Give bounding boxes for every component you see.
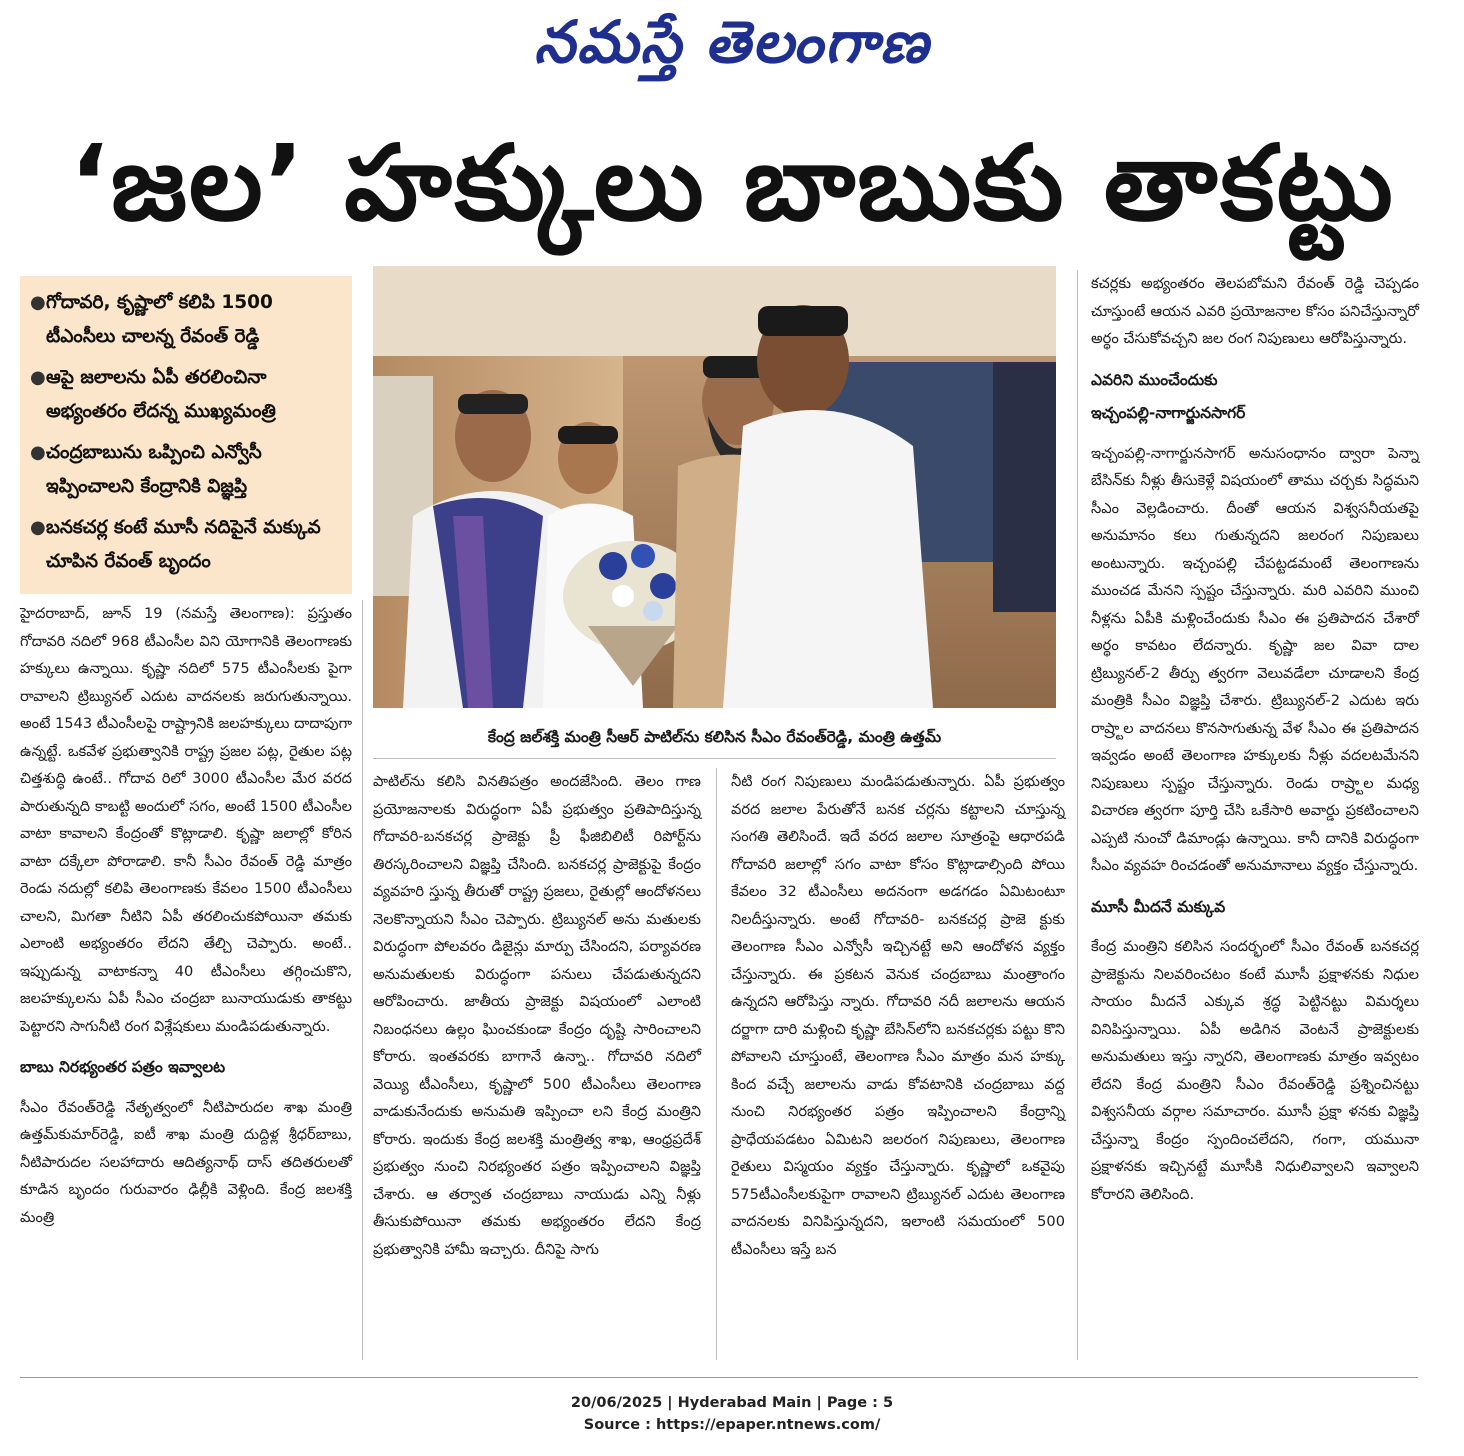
photo-illustration [373, 266, 1056, 708]
section-subheading: బాబు నిరభ్యంతర పత్రం ఇవ్వాలట [20, 1058, 226, 1076]
body-paragraph: హైదరాబాద్, జూన్ 19 (నమస్తే తెలంగాణ): ప్రస్తుతం గోదావరి నదిలో 968 టీఎంసీల విని యోగానికి తెలంగాణకు హక్కులు ఉన్నాయి. కృష్ణా నదిలో 575 టీఎంసీలకు పైగా రావాలని ట్రిబ్యునల్ ఎదుట వాదనలకు జరుగుతున్నాయి. అంటే 1543 టీఎంసీలపై రాష్ట్రానికి జలహక్కులు దాదాపుగా ఉన్నట్టే. ఒకవేళ ప్రభుత్వానికి రాష్ట్ర ప్రజల పట్ల, రైతుల పట్ల చిత్తశుద్ధి ఉంటే.. గోదావ రిలో 3000 టీఎంసీల మేర వరద పారుతున్నది కాబట్టి అందులో సగం, అంటే 1500 టీఎంసీల వాటా కావాలని కేంద్రంతో కొట్లాడాలి. కృష్ణా జలాల్లో కోరిన వాటా దక్కేలా పోరాడాలి. కానీ సీఎం రేవంత్ రెడ్డి మాత్రం రెండు నదుల్లో కలిపి తెలంగాణకు కేవలం 1500 టీఎంసీలు చాలని, మిగతా నీటిని ఏపీ తరలించుకపోయినా తమకు ఎలాంటి అభ్యంతరం లేదని తేల్చి చెప్పారు. అంటే.. ఇప్పుడున్న వాటాకన్నా 40 టీఎంసీలు తగ్గించుకొని, జలహక్కులను ఏపీ సీఎం చంద్రబా బునాయుడుకు తాకట్టు పెట్టారని సాగునీటి రంగ విశ్లేషకులు మండిపడుతున్నారు. [20, 605, 353, 1035]
highlight-item [30, 436, 344, 504]
news-photo [373, 266, 1056, 708]
highlight-item [30, 286, 344, 354]
source-link[interactable]: Source : https://epaper.ntnews.com/ [583, 1417, 881, 1433]
body-paragraph: పాటిల్‌ను కలిసి వినతిపత్రం అందజేసింది. తెలం గాణ ప్రయోజనాలకు విరుద్ధంగా ఏపీ ప్రభుత్వం ప్రతిపాదిస్తున్న గోదావరి-బనకచర్ల ప్రాజెక్టు ప్రీ ఫీజిబిలిటీ రిపోర్ట్‌ను తిరస్కరించాలని విజ్ఞప్తి చేసింది. బనకచర్ల ప్రాజెక్టుపై కేంద్రం వ్యవహరి స్తున్న తీరుతో రాష్ట్ర ప్రజలు, రైతుల్లో ఆందోళనలు నెలకొన్నాయని సీఎం చెప్పారు. ట్రిబ్యునల్ అను మతులకు విరుద్ధంగా పోలవరం డిజైన్లు మార్పు చేసిందని, పర్యావరణ అనుమతులకు విరుద్ధంగా పనులు చేపడుతున్నదని ఆరోపించారు. జాతీయ ప్రాజెక్టు విషయంలో ఎలాంటి నిబంధనలు ఉల్లం ఘించకుండా కేంద్రం దృష్టి సారించాలని కోరారు. ఇంతవరకు బాగానే ఉన్నా.. గోదావరి నదిలో వెయ్యి టీఎంసీలు, కృష్ణాలో 500 టీఎంసీలు తెలంగాణ వాడుకునేందుకు అనుమతి ఇప్పించా లని కేంద్ర మంత్రిని కోరారు. ఇందుకు కేంద్ర జలశక్తి మంత్రిత్వ శాఖ, ఆంధ్రప్రదేశ్ ప్రభుత్వం నుంచి నిరభ్యంతర పత్రం ఇప్పించాలని విజ్ఞప్తి చేశారు. ఆ తర్వాత చంద్రబాబు నాయుడు ఎన్ని నీళ్లు తీసుకుపోయినా తమకు అభ్యంతరం లేదని కేంద్ర ప్రభుత్వానికి హామీ ఇచ్చారు. దీనిపై సాగు [373, 773, 701, 1258]
body-paragraph: నీటి రంగ నిపుణులు మండిపడుతున్నారు. ఏపీ ప్రభుత్వం వరద జలాల పేరుతోనే బనక చర్లను కట్టాలని చూస్తున్న సంగతి తెలిసిందే. ఇదే వరద జలాల సూత్రంపై ఆధారపడి గోదావరి జలాల్లో సగం వాటా కోసం కొట్లాడాల్సింది పోయి కేవలం 32 టీఎంసీలు అదనంగా అడగడం ఏమిటంటూ నిలదీస్తున్నారు. అంటే గోదావరి- బనకచర్ల ప్రాజె క్టుకు తెలంగాణ సీఎం ఎన్వోసీ ఇచ్చినట్టే అని ఆందోళన వ్యక్తం చేస్తున్నారు. ఈ ప్రకటన వెనుక చంద్రబాబు మంత్రాంగం ఉన్నదని ఆరోపిస్తు న్నారు. గోదావరి నదీ జలాలను ఆయన దర్జాగా దారి మళ్లించి కృష్ణా బేసిన్‌లోని బనకచర్లకు పట్టు కొని పోవాలని చూస్తుంటే, తెలంగాణ సీఎం మాత్రం మన హక్కు కింద వచ్చే జలాలను వాడు కోవటానికి చంద్రబాబు వద్ద నుంచి నిరభ్యంతర పత్రం ఇప్పించాలని కేంద్రాన్ని ప్రాధేయపడటం ఏమిటని జలరంగ నిపుణులు, తెలంగాణ రైతులు విస్మయం వ్యక్తం చేస్తున్నారు. కృష్ణాలో ఒకవైపు 575టీఎంసీలకుపైగా రావాలని ట్రిబ్యునల్ ఎదుట తెలంగాణ వాదనలకు వినిపిస్తున్నదని, ఇలాంటి సమయంలో 500 టీఎంసీలు ఇస్తే బన [731, 773, 1065, 1258]
column-divider [716, 768, 717, 1360]
section-subheading: మూసీ మీదనే మక్కువ [1091, 897, 1226, 916]
section-subheading: ఎవరిని ముంచేందుకు [1091, 370, 1218, 389]
article-column-2 [373, 768, 701, 1263]
article-column-1 [20, 600, 352, 1231]
bullet-icon: ● [30, 292, 46, 313]
divider [373, 758, 1056, 759]
photo-caption: కేంద్ర జల్‌శక్తి మంత్రి సీఆర్ పాటిల్‌ను కలిసిన సీఎం రేవంత్‌రెడ్డి, మంత్రి ఉత్తమ్ [487, 728, 942, 746]
article-column-4 [1091, 270, 1419, 1208]
bullet-icon: ● [30, 442, 46, 463]
body-paragraph: సీఎం రేవంత్‌రెడ్డి నేతృత్వంలో నీటిపారుదల శాఖ మంత్రి ఉత్తమ్‌కుమార్‌రెడ్డి, ఐటీ శాఖ మంత్రి దుద్దిళ్ల శ్రీధర్‌బాబు, నీటిపారుదల సలహాదారు ఆదిత్యనాథ్ దాస్ తదితరులతో కూడిన బృందం గురువారం ఢిల్లీకి వెళ్లింది. కేంద్ర జలశక్తి మంత్రి [20, 1098, 352, 1226]
highlight-text: చంద్రబాబును ఒప్పించి ఎన్వోసీ ఇప్పించాలని కేంద్రానికి విజ్ఞప్తి [46, 442, 262, 497]
highlight-text: బనకచర్ల కంటే మూసీ నదిపైనే మక్కువ చూపిన రేవంత్ బృందం [46, 517, 321, 572]
column-divider [1077, 270, 1078, 1360]
bullet-icon: ● [30, 367, 46, 388]
footer-divider [20, 1377, 1418, 1378]
body-paragraph: కచర్లకు అభ్యంతరం తెలపబోమని రేవంత్ రెడ్డి చెప్పడం చూస్తుంటే ఆయన ఎవరి ప్రయోజనాల కోసం పనిచేస్తున్నారో అర్థం చేసుకోవచ్చని జల రంగ నిపుణులు ఆరోపిస్తున్నారు. [1091, 275, 1419, 347]
masthead-logo: నమస్తే తెలంగాణ [534, 8, 930, 76]
highlight-item [30, 361, 344, 429]
highlights-box [20, 276, 352, 594]
body-paragraph: కేంద్ర మంత్రిని కలిసిన సందర్భంలో సీఎం రేవంత్ బనకచర్ల ప్రాజెక్టును నిలవరించటం కంటే మూసీ ప్రక్షాళనకు నిధుల సాయం మీదనే ఎక్కువ శ్రద్ధ పెట్టినట్టు విమర్శలు వినిపిస్తున్నాయి. ఏపీ అడిగిన వెంటనే ప్రాజెక్టులకు అనుమతులు ఇస్తు న్నారని, తెలంగాణకు మాత్రం ఇవ్వటం లేదని కేంద్ర మంత్రిని సీఎం రేవంత్‌రెడ్డి ప్రశ్నించినట్టు విశ్వసనీయ వర్గాల సమాచారం. మూసీ ప్రక్షా ళనకు విజ్ఞప్తి చేస్తున్నా కేంద్రం స్పందించలేదని, గంగా, యమునా ప్రక్షాళనకు ఇచ్చినట్టే మూసీకి నిధులివ్వాలని ఇవ్వాలని కోరారని తెలిసింది. [1091, 938, 1419, 1203]
highlight-text: ఆపై జలాలను ఏపీ తరలించినా అభ్యంతరం లేదన్న ముఖ్యమంత్రి [46, 367, 276, 422]
edition-info: 20/06/2025 | Hyderabad Main | Page : 5 [570, 1395, 894, 1411]
article-column-3 [731, 768, 1065, 1263]
section-subheading: ఇచ్చంపల్లి-నాగార్జునసాగర్ [1091, 404, 1246, 422]
page-footer [0, 1392, 1464, 1436]
headline: ‘జల’ హక్కులు బాబుకు తాకట్టు [69, 122, 1395, 244]
column-divider [362, 600, 363, 1360]
highlight-text: గోదావరి, కృష్ణాలో కలిపి 1500 టీఎంసీలు చాలన్న రేవంత్ రెడ్డి [46, 292, 273, 347]
bullet-icon: ● [30, 517, 46, 538]
body-paragraph: ఇచ్చంపల్లి-నాగార్జునసాగర్ అనుసంధానం ద్వారా పెన్నా బేసిన్‌కు నీళ్లు తీసుకెళ్లే విషయంలో తాము చర్చకు సిద్ధమని సీఎం వెల్లడించారు. దీంతో ఆయన విశ్వసనీయతపై అనుమానం కలు గుతున్నదని జలరంగ నిపుణులు అంటున్నారు. ఇచ్చంపల్లి చేపట్టడమంటే తెలంగాణను ముంచడ మేనని స్పష్టం చేస్తున్నారు. మరి ఎవరిని ముంచి నీళ్లను ఏపీకి మళ్లించేందుకు సీఎం ఈ ప్రతిపాదన చేశారో అర్థం కావటం లేదన్నారు. కృష్ణా జల వివా దాల ట్రిబ్యునల్-2 తీర్పు త్వరగా వెలువడేలా చూడాలని కేంద్ర మంత్రికి సీఎం విజ్ఞప్తి చేశారు. ట్రిబ్యునల్-2 ఎదుట ఇరు రాష్ర్టాల వాదనలు కొనసాగుతున్న వేళ సీఎం ఈ ప్రతిపాదన ఇవ్వడం అంటే తెలంగాణ హక్కులకు నీళ్లు వదలటమేనని నిపుణులు స్పష్టం చేస్తున్నారు. రెండు రాష్ర్టాల మధ్య విచారణ త్వరగా పూర్తి చేసి ఒకేసారి అవార్డు ప్రకటించాలని ఎప్పటి నుంచో డిమాండ్లు ఉన్నాయి. కానీ దానికి విరుద్ధంగా సీఎం వ్యవహ రించడంతో అనుమానాలు వ్యక్తం చేస్తున్నారు. [1091, 444, 1419, 874]
highlight-item [30, 511, 344, 579]
